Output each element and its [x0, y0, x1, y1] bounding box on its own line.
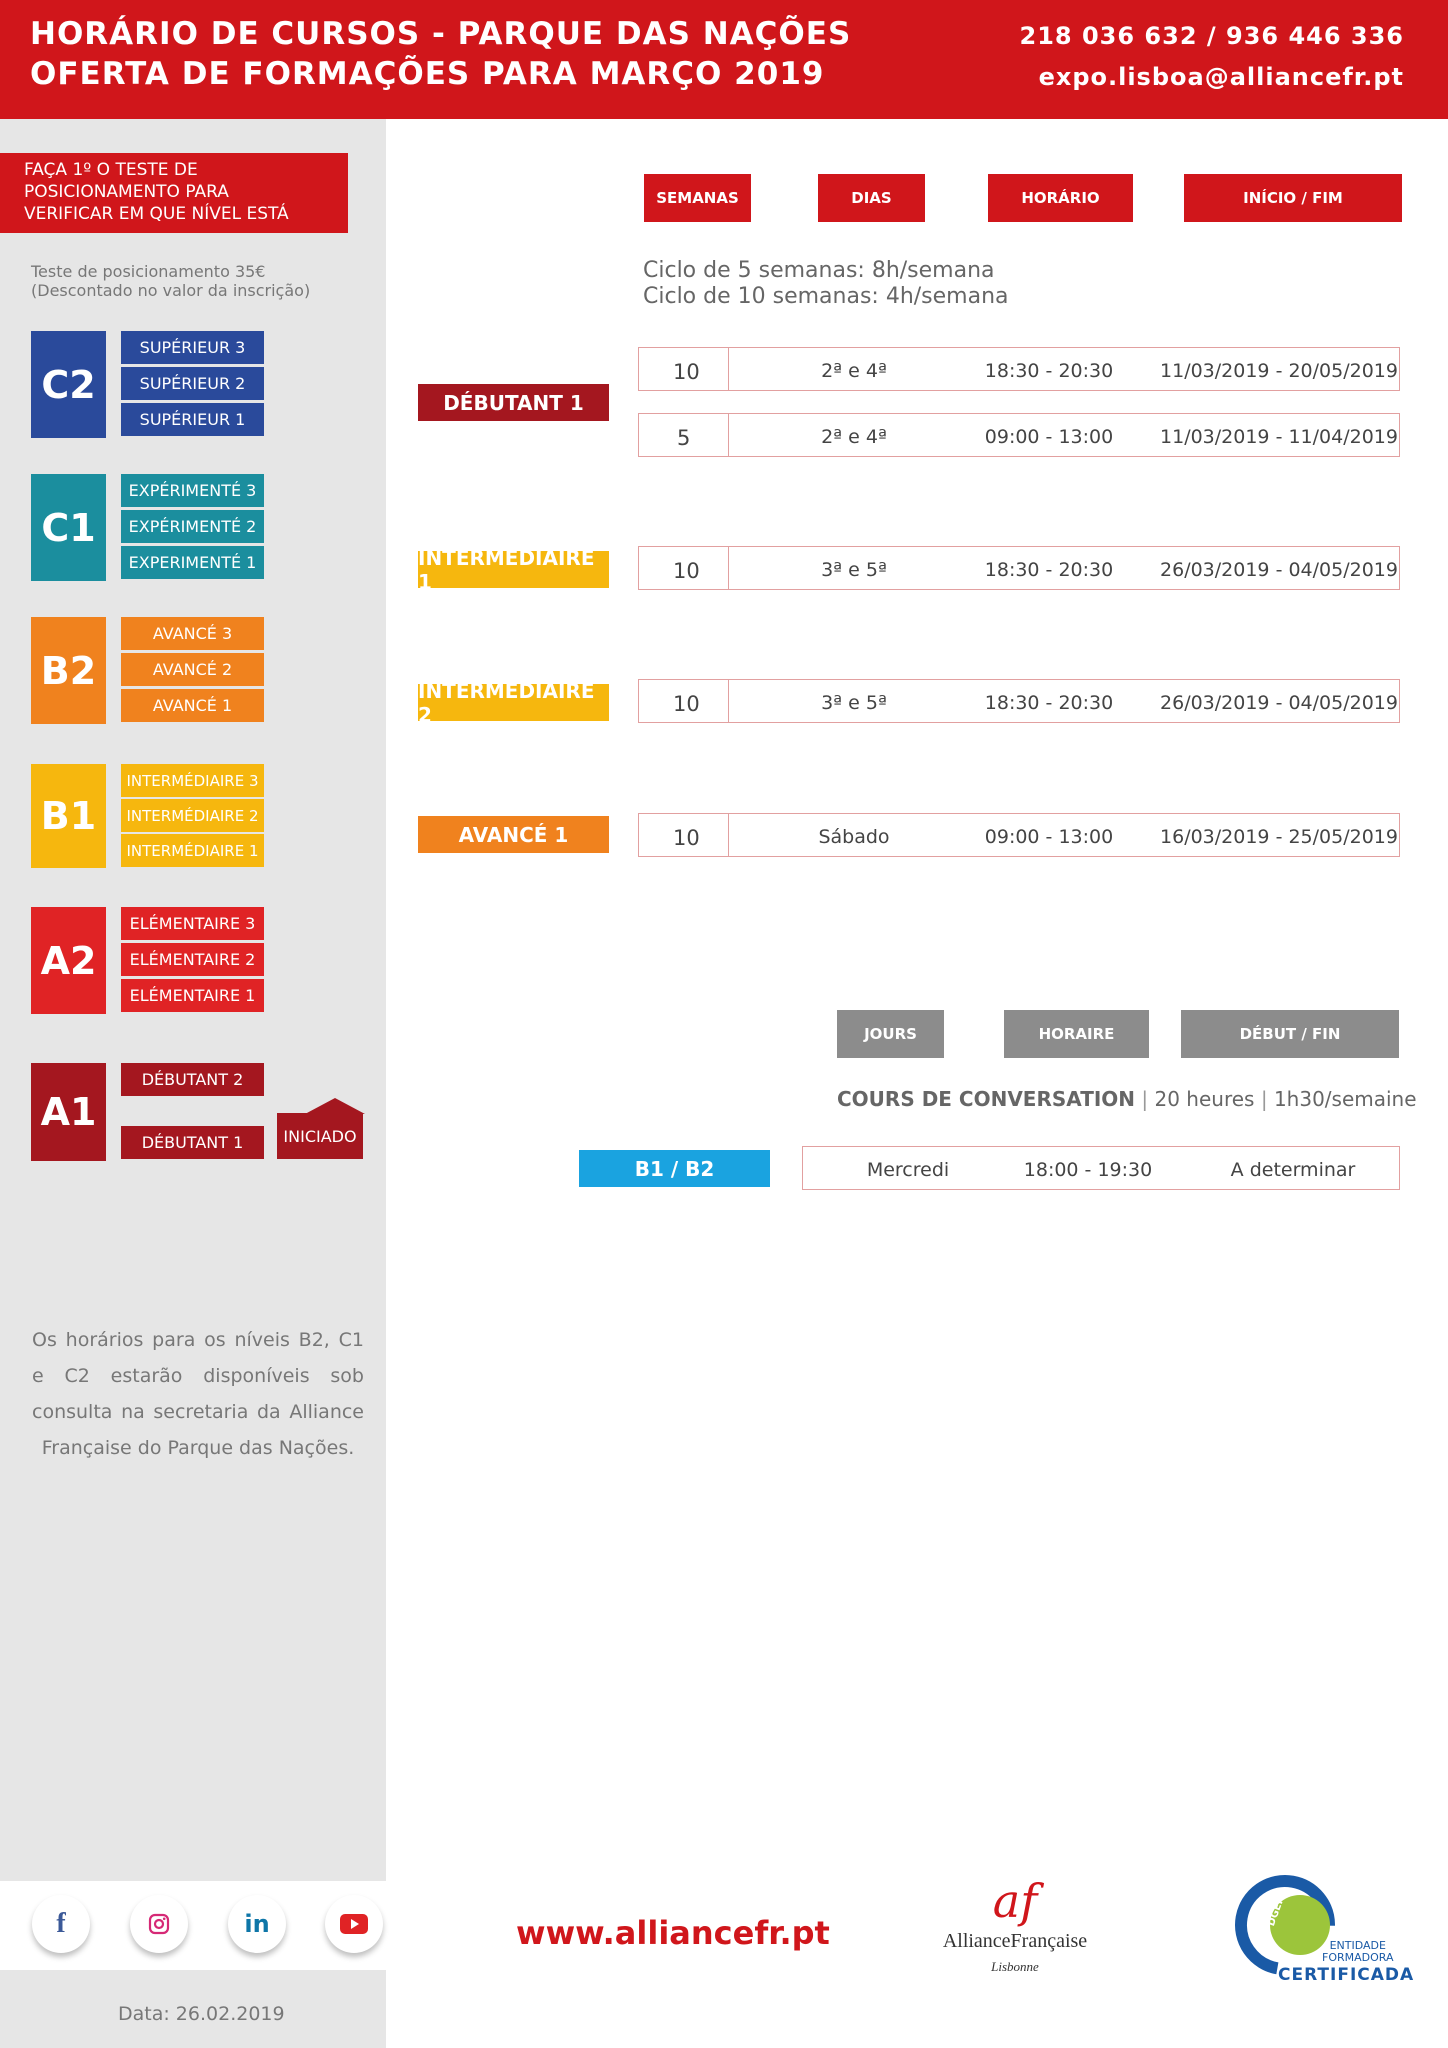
- row-days: 2ª e 4ª: [821, 426, 887, 448]
- instagram-icon[interactable]: [130, 1895, 188, 1953]
- level-b1-sub-2: INTERMÉDIAIRE 2: [121, 799, 264, 832]
- row-dates: 11/03/2019 - 20/05/2019: [1160, 360, 1398, 382]
- level-c2-sub-1: SUPÉRIEUR 1: [121, 403, 264, 436]
- row-time: 18:30 - 20:30: [984, 559, 1114, 581]
- header-phone: 218 036 632 / 936 446 336: [1019, 22, 1404, 50]
- level-b2-badge: B2: [31, 617, 106, 724]
- placement-test-discount: (Descontado no valor da inscrição): [31, 281, 311, 300]
- dgert-certified-logo: [1230, 1870, 1415, 1985]
- placement-test-price: Teste de posicionamento 35€: [31, 262, 266, 281]
- row-dates: 16/03/2019 - 25/05/2019: [1160, 826, 1398, 848]
- linkedin-icon[interactable]: in: [228, 1895, 286, 1953]
- row-divider: [728, 348, 729, 390]
- placement-test-line1: FAÇA 1º O TESTE DE: [24, 160, 198, 180]
- header-title-line1: HORÁRIO DE CURSOS - PARQUE DAS NAÇÕES: [30, 16, 852, 52]
- cycle-10-weeks: Ciclo de 10 semanas: 4h/semana: [643, 284, 1009, 309]
- conversation-title-line: [837, 1087, 1417, 1111]
- website-link[interactable]: www.alliancefr.pt: [516, 1914, 830, 1952]
- header-email[interactable]: expo.lisboa@alliancefr.pt: [1038, 63, 1404, 91]
- row-weeks: 10: [673, 692, 700, 716]
- header-semanas: SEMANAS: [644, 174, 751, 222]
- iniciado-arrow: [305, 1098, 365, 1114]
- conversation-sep-2: |: [1260, 1087, 1268, 1111]
- header-horario: HORÁRIO: [988, 174, 1133, 222]
- level-c1-badge: C1: [31, 474, 106, 581]
- level-a2-sub-3: ELÉMENTAIRE 3: [121, 907, 264, 940]
- row-weeks: 10: [673, 826, 700, 850]
- level-c1-sub-3: EXPÉRIMENTÉ 3: [121, 474, 264, 507]
- row-time: 09:00 - 13:00: [984, 426, 1114, 448]
- course-label-intermediaire-1: INTERMÉDIAIRE 1: [418, 551, 609, 588]
- row-time: 18:30 - 20:30: [984, 360, 1114, 382]
- level-a2-sub-2: ELÉMENTAIRE 2: [121, 943, 264, 976]
- row-days: 3ª e 5ª: [821, 559, 887, 581]
- level-a2-badge: A2: [31, 907, 106, 1014]
- table-row: [638, 347, 1400, 391]
- youtube-glyph: [340, 1914, 368, 1934]
- conversation-hours: 20 heures: [1154, 1087, 1255, 1111]
- level-b2-sub-1: AVANCÉ 1: [121, 689, 264, 722]
- dgert-certificada: CERTIFICADA: [1278, 1965, 1415, 1985]
- row-divider: [728, 547, 729, 589]
- youtube-icon[interactable]: [325, 1895, 383, 1953]
- instagram-glyph: [147, 1912, 171, 1936]
- row-divider: [728, 680, 729, 722]
- conversation-day: Mercredi: [866, 1159, 950, 1181]
- level-c1-sub-2: EXPÉRIMENTÉ 2: [121, 510, 264, 543]
- level-c2-badge: C2: [31, 331, 106, 438]
- placement-test-note: [31, 262, 310, 300]
- header-jours: JOURS: [837, 1010, 944, 1058]
- row-weeks: 10: [673, 360, 700, 384]
- level-a1-sub-2: DÉBUTANT 2: [121, 1063, 264, 1096]
- alliance-francaise-logo: [935, 1874, 1095, 1975]
- placement-test-line3: VERIFICAR EM QUE NÍVEL ESTÁ: [24, 204, 289, 224]
- sidebar-footer-note: Os horários para os níveis B2, C1 e C2 estarão disponíveis sob consulta na secretaria da Alliance Française do Parque das Nações.: [32, 1329, 364, 1459]
- table-row: [638, 813, 1400, 857]
- level-a1-sub-1: DÉBUTANT 1: [121, 1126, 264, 1159]
- table-row: [638, 679, 1400, 723]
- row-weeks: 10: [673, 559, 700, 583]
- row-dates: 11/03/2019 - 11/04/2019: [1160, 426, 1398, 448]
- dgert-line1: ENTIDADE: [1329, 1939, 1386, 1952]
- placement-test-box: [0, 153, 348, 233]
- conversation-level-label: B1 / B2: [579, 1150, 770, 1187]
- row-divider: [728, 414, 729, 456]
- af-logo-city: Lisbonne: [991, 1959, 1039, 1974]
- level-b2-sub-3: AVANCÉ 3: [121, 617, 264, 650]
- table-row: [802, 1146, 1400, 1190]
- course-label-debutant-1: DÉBUTANT 1: [418, 384, 609, 421]
- level-a1-badge: A1: [31, 1063, 106, 1161]
- level-b1-badge: B1: [31, 764, 106, 868]
- level-c2-sub-3: SUPÉRIEUR 3: [121, 331, 264, 364]
- conversation-per-week: 1h30/semaine: [1273, 1087, 1417, 1111]
- row-days: 2ª e 4ª: [821, 360, 887, 382]
- header-dias: DIAS: [818, 174, 925, 222]
- row-time: 18:30 - 20:30: [984, 692, 1114, 714]
- conversation-sep-1: |: [1141, 1087, 1149, 1111]
- dgert-label: DGERT: [1266, 1888, 1290, 1928]
- level-b2-sub-2: AVANCÉ 2: [121, 653, 264, 686]
- header-title-line2: OFERTA DE FORMAÇÕES PARA MARÇO 2019: [30, 56, 825, 92]
- conversation-title: COURS DE CONVERSATION: [837, 1087, 1136, 1111]
- level-a2-sub-1: ELÉMENTAIRE 1: [121, 979, 264, 1012]
- conversation-dates: A determinar: [1230, 1159, 1356, 1181]
- level-iniciado: INICIADO: [277, 1113, 363, 1159]
- course-label-intermediaire-2: INTERMÉDIAIRE 2: [418, 684, 609, 721]
- header-horaire: HORAIRE: [1004, 1010, 1149, 1058]
- header-inicio-fim: INÍCIO / FIM: [1184, 174, 1402, 222]
- row-days: 3ª e 5ª: [821, 692, 887, 714]
- row-divider: [728, 814, 729, 856]
- row-days: Sábado: [818, 826, 890, 848]
- header-debut-fin: DÉBUT / FIN: [1181, 1010, 1399, 1058]
- row-dates: 26/03/2019 - 04/05/2019: [1160, 559, 1398, 581]
- table-row: [638, 546, 1400, 590]
- dgert-text: [1322, 1940, 1394, 1964]
- level-c2-sub-2: SUPÉRIEUR 2: [121, 367, 264, 400]
- conversation-time: 18:00 - 19:30: [1023, 1159, 1153, 1181]
- level-c1-sub-1: EXPERIMENTÉ 1: [121, 546, 264, 579]
- cycle-5-weeks: Ciclo de 5 semanas: 8h/semana: [643, 258, 995, 283]
- course-label-avance-1: AVANCÉ 1: [418, 816, 609, 853]
- level-b1-sub-1: INTERMÉDIAIRE 1: [121, 834, 264, 867]
- facebook-icon[interactable]: f: [32, 1895, 90, 1953]
- row-dates: 26/03/2019 - 04/05/2019: [1160, 692, 1398, 714]
- level-b1-sub-3: INTERMÉDIAIRE 3: [121, 764, 264, 797]
- dgert-line2: FORMADORA: [1322, 1951, 1394, 1964]
- table-row: [638, 413, 1400, 457]
- af-logo-name: AllianceFrançaise: [942, 1930, 1088, 1952]
- publish-date: Data: 26.02.2019: [118, 2003, 285, 2025]
- row-time: 09:00 - 13:00: [984, 826, 1114, 848]
- row-weeks: 5: [677, 426, 691, 450]
- af-logo-mark: af: [992, 1874, 1038, 1928]
- placement-test-line2: POSICIONAMENTO PARA: [24, 182, 229, 202]
